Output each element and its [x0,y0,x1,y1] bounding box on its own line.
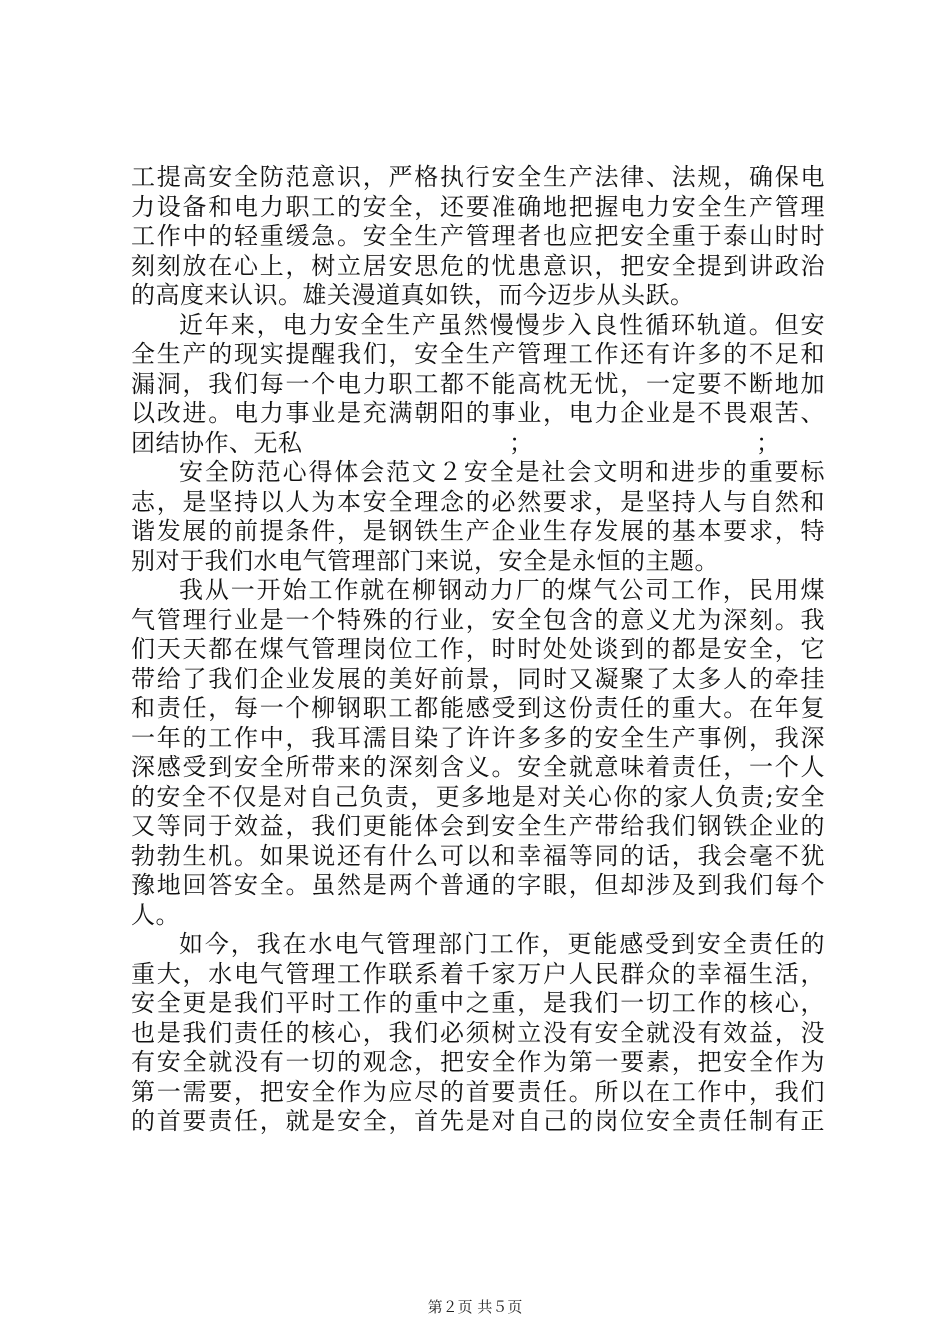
text-line: 也是我们责任的核心，我们必须树立没有安全就没有效益，没 [131,1018,825,1047]
text-line: 一年的工作中，我耳濡目染了许许多多的安全生产事例，我深 [131,723,825,752]
text-line: 工提高安全防范意识，严格执行安全生产法律、法规，确保电 [131,163,825,191]
text-line: 以改进。电力事业是充满朝阳的事业，电力企业是不畏艰苦、 [131,399,825,427]
text-line: 勃勃生机。如果说还有什么可以和幸福等同的话，我会毫不犹 [131,841,825,870]
text-line: 的首要责任，就是安全，首先是对自己的岗位安全责任制有正 [131,1107,825,1135]
text-line: 全生产的现实提醒我们，安全生产管理工作还有许多的不足和 [131,340,825,368]
text-line: 的安全不仅是对自己负责，更多地是对关心你的家人负责;安全 [131,782,825,811]
text-segment: ； [756,428,781,457]
text-line: 第一需要，把安全作为应尽的首要责任。所以在工作中，我们 [131,1077,825,1106]
text-line: 豫地回答安全。虽然是两个普通的字眼，但却涉及到我们每个 [131,871,825,899]
text-line-with-gaps [131,429,825,459]
text-line: 又等同于效益，我们更能体会到安全生产带给我们钢铁企业的 [131,812,825,840]
text-line: 人。 [131,900,180,929]
text-line: 们天天都在煤气管理岗位工作，时时处处谈到的都是安全，它 [131,635,825,663]
text-line: 有安全就没有一切的观念，把安全作为第一要素，把安全作为 [131,1048,825,1076]
text-segment: ； [509,428,534,457]
page-number: 第２页 共５页 [427,1298,523,1316]
text-line: 我从一开始工作就在柳钢动力厂的煤气公司工作，民用煤 [179,576,825,604]
text-line: 安全防范心得体会范文２安全是社会文明和进步的重要标 [179,458,825,486]
text-line: 带给了我们企业发展的美好前景，同时又凝聚了太多人的牵挂 [131,664,825,693]
text-segment: 团结协作、无私 [131,428,303,457]
text-line: 志，是坚持以人为本安全理念的必然要求，是坚持人与自然和 [131,487,825,516]
text-line: 力设备和电力职工的安全，还要准确地把握电力安全生产管理 [131,192,825,221]
text-line: 漏洞，我们每一个电力职工都不能高枕无忧，一定要不断地加 [131,369,825,398]
text-line: 谐发展的前提条件，是钢铁生产企业生存发展的基本要求，特 [131,517,825,545]
text-line: 如今，我在水电气管理部门工作，更能感受到安全责任的 [179,930,825,958]
text-line: 工作中的轻重缓急。安全生产管理者也应把安全重于泰山时时 [131,222,825,250]
text-line: 和责任，每一个柳钢职工都能感受到这份责任的重大。在年复 [131,694,825,722]
text-line: 安全更是我们平时工作的重中之重，是我们一切工作的核心， [131,989,825,1017]
text-line: 深感受到安全所带来的深刻含义。安全就意味着责任，一个人 [131,753,825,781]
page-footer [0,1296,950,1317]
text-line: 别对于我们水电气管理部门来说，安全是永恒的主题。 [131,546,719,575]
body-text [131,163,825,1137]
text-line: 气管理行业是一个特殊的行业，安全包含的意义尤为深刻。我 [131,605,825,634]
text-line: 近年来，电力安全生产虽然慢慢步入良性循环轨道。但安 [179,310,825,339]
text-line: 刻刻放在心上，树立居安思危的忧患意识，把安全提到讲政治 [131,251,825,280]
text-line: 的高度来认识。雄关漫道真如铁，而今迈步从头跃。 [131,281,695,309]
text-line: 重大，水电气管理工作联系着千家万户人民群众的幸福生活， [131,959,825,988]
